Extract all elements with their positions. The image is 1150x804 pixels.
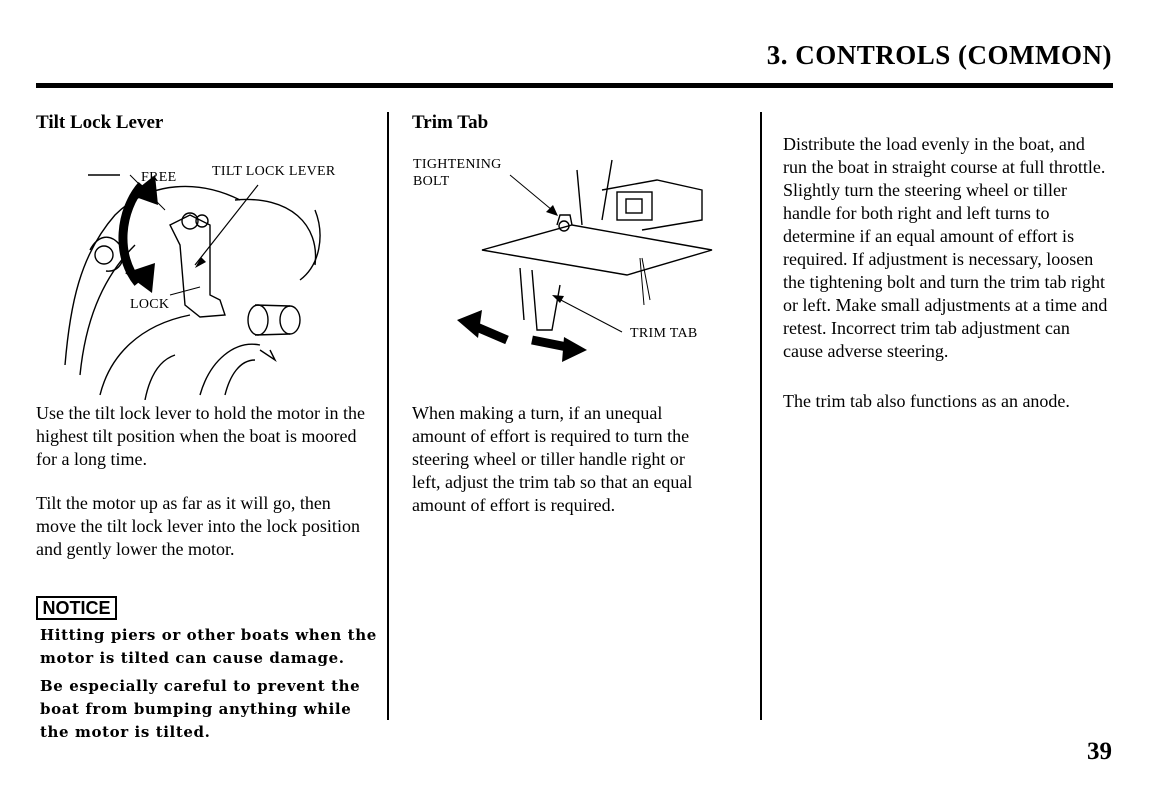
right-paragraph-2: The trim tab also functions as an anode. [783,391,1070,411]
tilt-lock-figure [60,155,370,400]
label-bolt: BOLT [413,174,450,189]
notice-text-1: Hitting piers or other boats when the motor is tilted can cause damage. [40,626,377,667]
label-lock: LOCK [130,297,170,312]
column-divider-right [760,112,762,720]
tilt-lock-paragraph-1: Use the tilt lock lever to hold the motor in the highest tilt position when the boat is moored for a long time. [36,403,365,469]
trim-tab-figure [412,150,722,380]
label-free: FREE [141,170,177,185]
page-header-title: 3. CONTROLS (COMMON) [766,40,1112,70]
page-number: 39 [1087,738,1112,765]
notice-badge: NOTICE [36,596,117,620]
header-rule [36,83,1113,88]
tilt-lock-title: Tilt Lock Lever [36,112,164,133]
label-tilt-lock-lever: TILT LOCK LEVER [212,164,336,179]
label-trim-tab: TRIM TAB [630,326,698,341]
tilt-lock-paragraph-2: Tilt the motor up as far as it will go, then move the tilt lock lever into the lock position and gently lower the motor. [36,493,360,559]
label-tightening: TIGHTENING [413,157,502,172]
notice-text-2: Be especially careful to prevent the boat from bumping anything while the motor is tilted. [40,677,361,741]
trim-tab-title: Trim Tab [412,112,489,133]
trim-tab-paragraph: When making a turn, if an unequal amount of effort is required to turn the steering wheel or tiller handle right or left, adjust the trim tab so that an equal amount of effort is required. [412,403,693,515]
right-paragraph-1: Distribute the load evenly in the boat, and run the boat in straight course at full throttle. Slightly turn the steering wheel or tiller handle for both right and left turns to determine if an equal amount of effort is required. If adjustment is necessary, loosen the tightening bolt and turn the trim tab right or left. Make small adjustments at a time and retest. Incorrect trim tab adjustment can cause adverse steering. [783,134,1108,361]
column-divider-left [387,112,389,720]
